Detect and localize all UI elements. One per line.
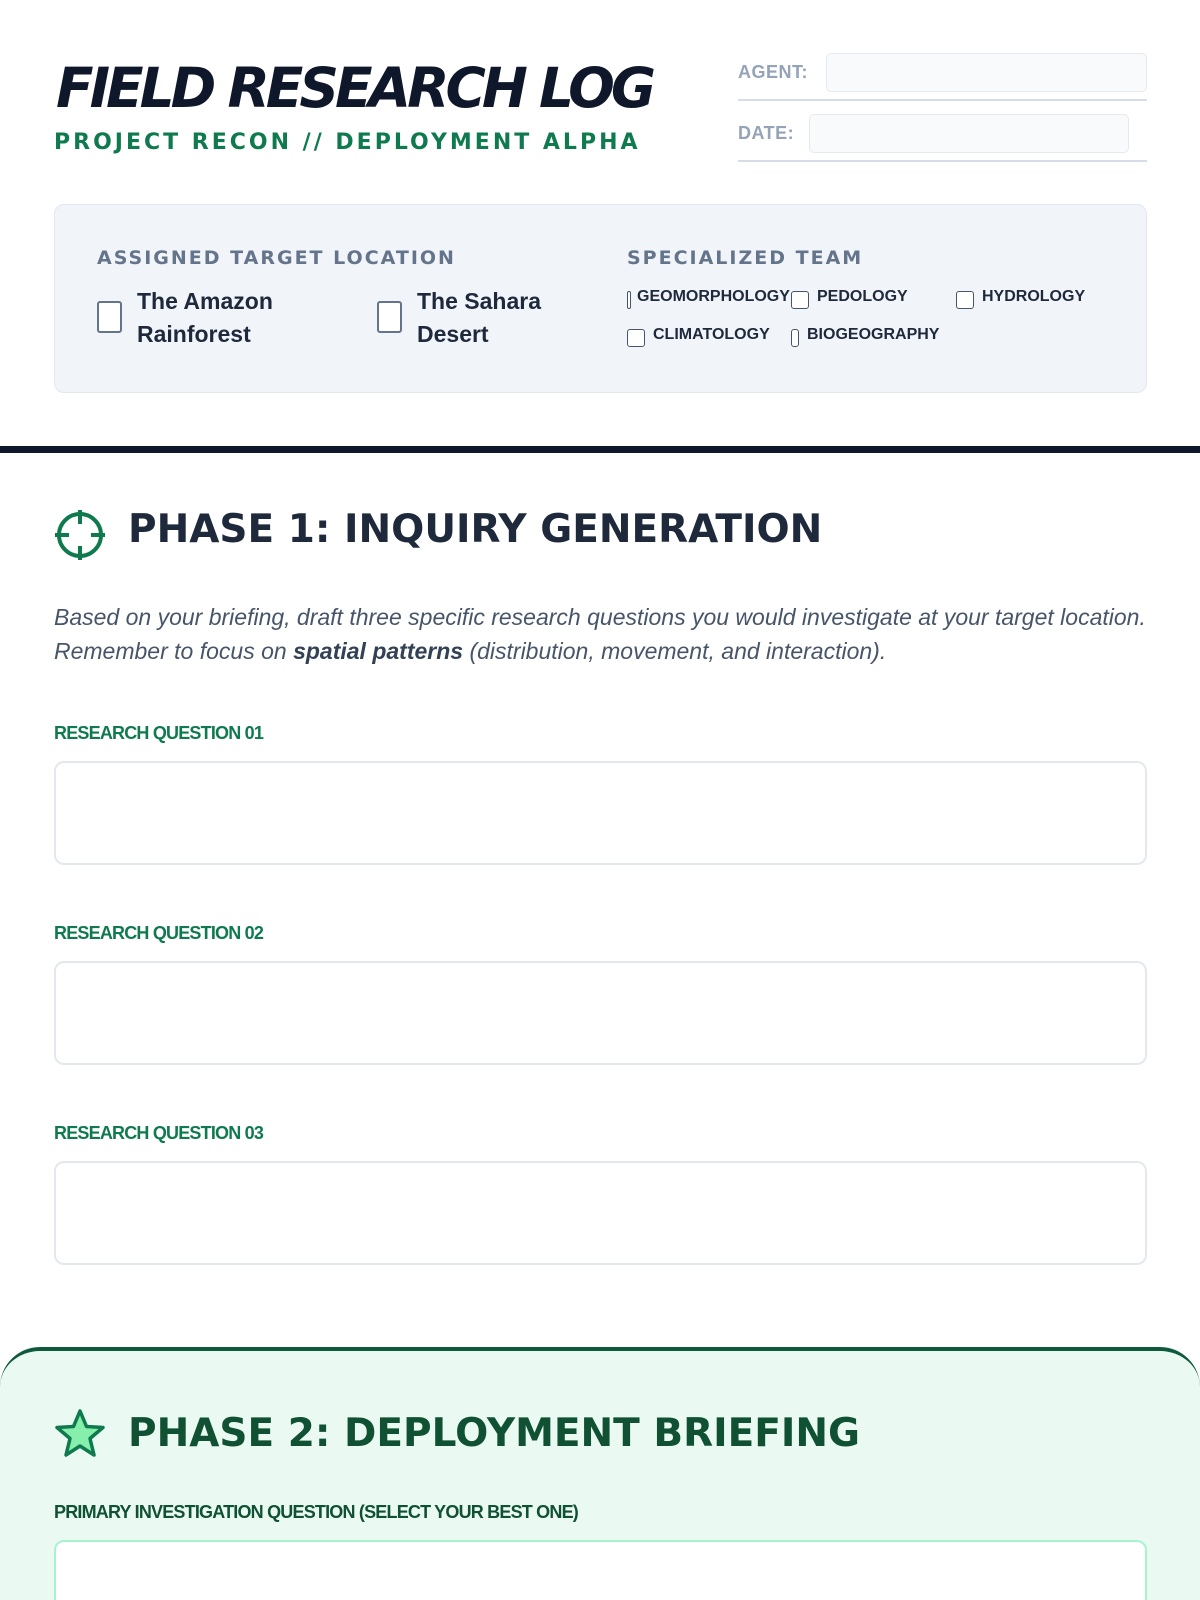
- question-input-02[interactable]: [54, 961, 1147, 1065]
- instructions-emphasis: spatial patterns: [293, 638, 464, 664]
- location-checkbox-amazon[interactable]: [97, 301, 122, 333]
- date-row: [738, 114, 1147, 162]
- location-label-sahara: The Sahara Desert: [417, 288, 541, 347]
- date-label: DATE:: [738, 123, 795, 143]
- instructions-text-end: (distribution, movement, and interaction).: [463, 638, 887, 664]
- team-option-climatology[interactable]: [627, 325, 787, 349]
- phase1-instructions: [54, 600, 1154, 668]
- team-checkbox-biogeography[interactable]: [791, 329, 799, 347]
- team-checkbox-geomorphology[interactable]: [627, 291, 631, 309]
- location-checkbox-sahara[interactable]: [377, 301, 402, 333]
- document-header: [54, 0, 1147, 200]
- primary-question-input[interactable]: [54, 1540, 1147, 1600]
- location-option-amazon[interactable]: [97, 285, 347, 355]
- crosshair-icon: [54, 509, 106, 561]
- phase1-title: PHASE 1: INQUIRY GENERATION: [128, 507, 823, 552]
- date-input[interactable]: [809, 114, 1129, 153]
- target-panel: [54, 204, 1147, 393]
- question-label-03: RESEARCH QUESTION 03: [54, 1123, 264, 1143]
- star-icon: [53, 1408, 107, 1460]
- page-subtitle: PROJECT RECON // DEPLOYMENT ALPHA: [54, 130, 641, 155]
- question-input-01[interactable]: [54, 761, 1147, 865]
- agent-label: AGENT:: [738, 62, 808, 82]
- question-label-02: RESEARCH QUESTION 02: [54, 923, 264, 943]
- team-option-biogeography[interactable]: [791, 325, 951, 349]
- team-option-geomorphology[interactable]: [627, 287, 797, 311]
- primary-question-label: PRIMARY INVESTIGATION QUESTION (SELECT YOUR BEST ONE): [54, 1502, 578, 1522]
- instructions-text: Based on your briefing, draft three specific research questions you would investigate at your target location. Remember to focus on: [54, 604, 1146, 664]
- section-divider: [0, 446, 1200, 453]
- team-checkbox-hydrology[interactable]: [956, 291, 974, 309]
- team-label-pedology: PEDOLOGY: [817, 288, 908, 305]
- phase2-title: PHASE 2: DEPLOYMENT BRIEFING: [128, 1411, 861, 1456]
- team-option-pedology[interactable]: [791, 287, 921, 311]
- team-label-biogeography: BIOGEOGRAPHY: [807, 326, 940, 343]
- team-heading: SPECIALIZED TEAM: [627, 247, 864, 269]
- team-label-climatology: CLIMATOLOGY: [653, 326, 770, 343]
- team-checkbox-pedology[interactable]: [791, 291, 809, 309]
- team-label-geomorphology: GEOMORPHOLOGY: [637, 288, 790, 305]
- question-input-03[interactable]: [54, 1161, 1147, 1265]
- team-label-hydrology: HYDROLOGY: [982, 288, 1086, 305]
- agent-input[interactable]: [826, 53, 1147, 92]
- page-title: FIELD RESEARCH LOG: [56, 56, 653, 120]
- agent-row: [738, 53, 1147, 101]
- team-checkbox-climatology[interactable]: [627, 329, 645, 347]
- question-label-01: RESEARCH QUESTION 01: [54, 723, 264, 743]
- location-heading: ASSIGNED TARGET LOCATION: [97, 247, 456, 269]
- team-option-hydrology[interactable]: [956, 287, 1106, 311]
- location-option-sahara[interactable]: [377, 285, 607, 355]
- location-label-amazon: The Amazon Rainforest: [137, 288, 273, 347]
